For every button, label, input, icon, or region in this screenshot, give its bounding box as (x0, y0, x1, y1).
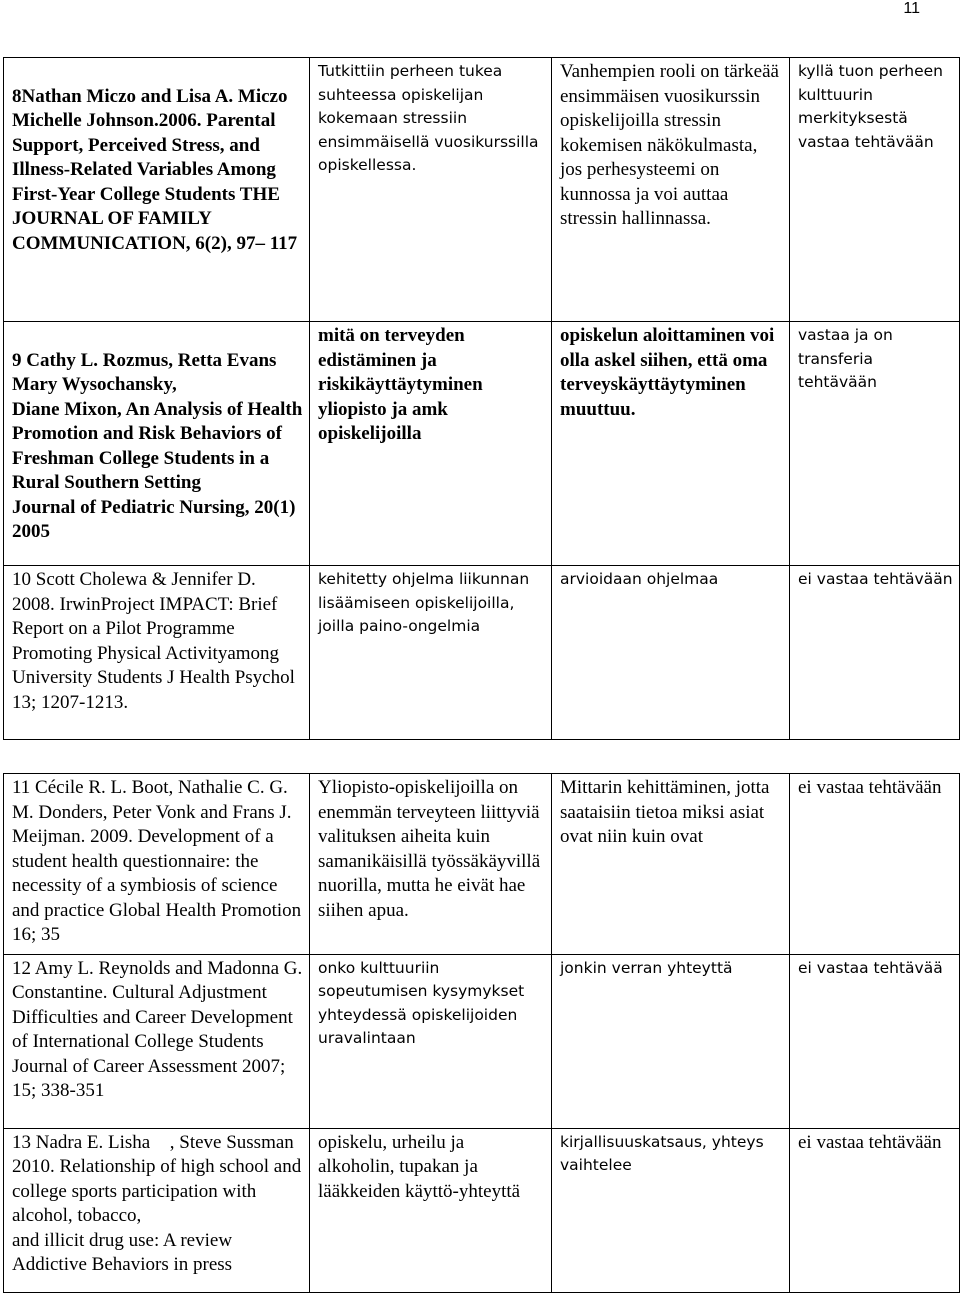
reference-cell: 10 Scott Cholewa & Jennifer D. 2008. IrwinProject IMPACT: Brief Report on a Pilot Programme Promoting Physical Activityamong University Students J Health Psychol 13; 1207-1213. (4, 566, 310, 740)
reference-text: 9 Cathy L. Rozmus, Retta Evans Mary Wysochansky, Diane Mixon, An Analysis of Health Promotion and Risk Behaviors of Freshman College Students in a Rural Southern Setting Journal of Pediatric Nursing, 20(1) 2005 (12, 349, 303, 542)
purpose-cell: opiskelu, urheilu ja alkoholin, tupakan ja lääkkeiden käyttö-yhteyttä (310, 1128, 552, 1292)
reference-cell: 12 Amy L. Reynolds and Madonna G. Constantine. Cultural Adjustment Difficulties and Career Development of International College Students Journal of Career Assessment 2007; 15; 338-351 (4, 954, 310, 1128)
purpose-cell: mitä on terveyden edistäminen ja riskikäyttäytyminen yliopisto ja amk opiskelijoilla (310, 322, 552, 566)
result-cell: Mittarin kehittäminen, jotta saataisiin tietoa miksi asiat ovat niin kuin ovat (552, 774, 790, 955)
result-cell: Vanhempien rooli on tärkeää ensimmäisen vuosikurssin opiskelijoilla stressin kokemisen näkökulmasta, jos perhesysteemi on kunnossa ja voi auttaa stressin hallinnassa. (552, 58, 790, 322)
result-cell: arvioidaan ohjelmaa (552, 566, 790, 740)
purpose-cell: Tutkittiin perheen tukea suhteessa opiskelijan kokemaan stressiin ensimmäisellä vuosikurssilla opiskellessa. (310, 58, 552, 322)
relevance-cell: ei vastaa tehtävään (790, 1128, 960, 1292)
result-cell: jonkin verran yhteyttä (552, 954, 790, 1128)
literature-table-bottom (3, 773, 960, 1293)
literature-table-top (3, 57, 960, 740)
result-cell: kirjallisuuskatsaus, yhteys vaihtelee (552, 1128, 790, 1292)
reference-cell: 13 Nadra E. Lisha , Steve Sussman 2010. Relationship of high school and college sports participation with alcohol, tobacco, and illicit drug use: A review Addictive Behaviors in press (4, 1128, 310, 1292)
purpose-cell: onko kulttuuriin sopeutumisen kysymykset yhteydessä opiskelijoiden uravalintaan (310, 954, 552, 1128)
table-row (4, 58, 960, 322)
table-row (4, 774, 960, 955)
table-row (4, 954, 960, 1128)
relevance-cell: vastaa ja on transferia tehtävään (790, 322, 960, 566)
page-number: 11 (903, 0, 920, 17)
reference-cell: 11 Cécile R. L. Boot, Nathalie C. G. M. Donders, Peter Vonk and Frans J. Meijman. 2009. Development of a student health questionnaire: the necessity of a symbiosis of science and practice Global Health Promotion 16; 35 (4, 774, 310, 955)
reference-cell (4, 58, 310, 322)
table-row (4, 566, 960, 740)
relevance-cell: ei vastaa tehtävään (790, 566, 960, 740)
result-cell: opiskelun aloittaminen voi olla askel siihen, että oma terveyskäyttäytyminen muuttuu. (552, 322, 790, 566)
purpose-cell: Yliopisto-opiskelijoilla on enemmän terveyteen liittyviä valituksen aiheita kuin samanikäisillä työssäkäyvillä nuorilla, mutta he eivät hae siihen apua. (310, 774, 552, 955)
relevance-cell: ei vastaa tehtävään (790, 774, 960, 955)
relevance-cell: kyllä tuon perheen kulttuurin merkityksestä vastaa tehtävään (790, 58, 960, 322)
reference-cell (4, 322, 310, 566)
table-row (4, 322, 960, 566)
purpose-cell: kehitetty ohjelma liikunnan lisäämiseen opiskelijoilla, joilla paino-ongelmia (310, 566, 552, 740)
table-row (4, 1128, 960, 1292)
reference-text: 8Nathan Miczo and Lisa A. Miczo Michelle Johnson.2006. Parental Support, Perceived Stress, and Illness-Related Variables Among First-Year College Students THE JOURNAL OF FAMILY COMMUNICATION, 6(2), 97– 117 (12, 85, 298, 254)
relevance-cell: ei vastaa tehtävää (790, 954, 960, 1128)
